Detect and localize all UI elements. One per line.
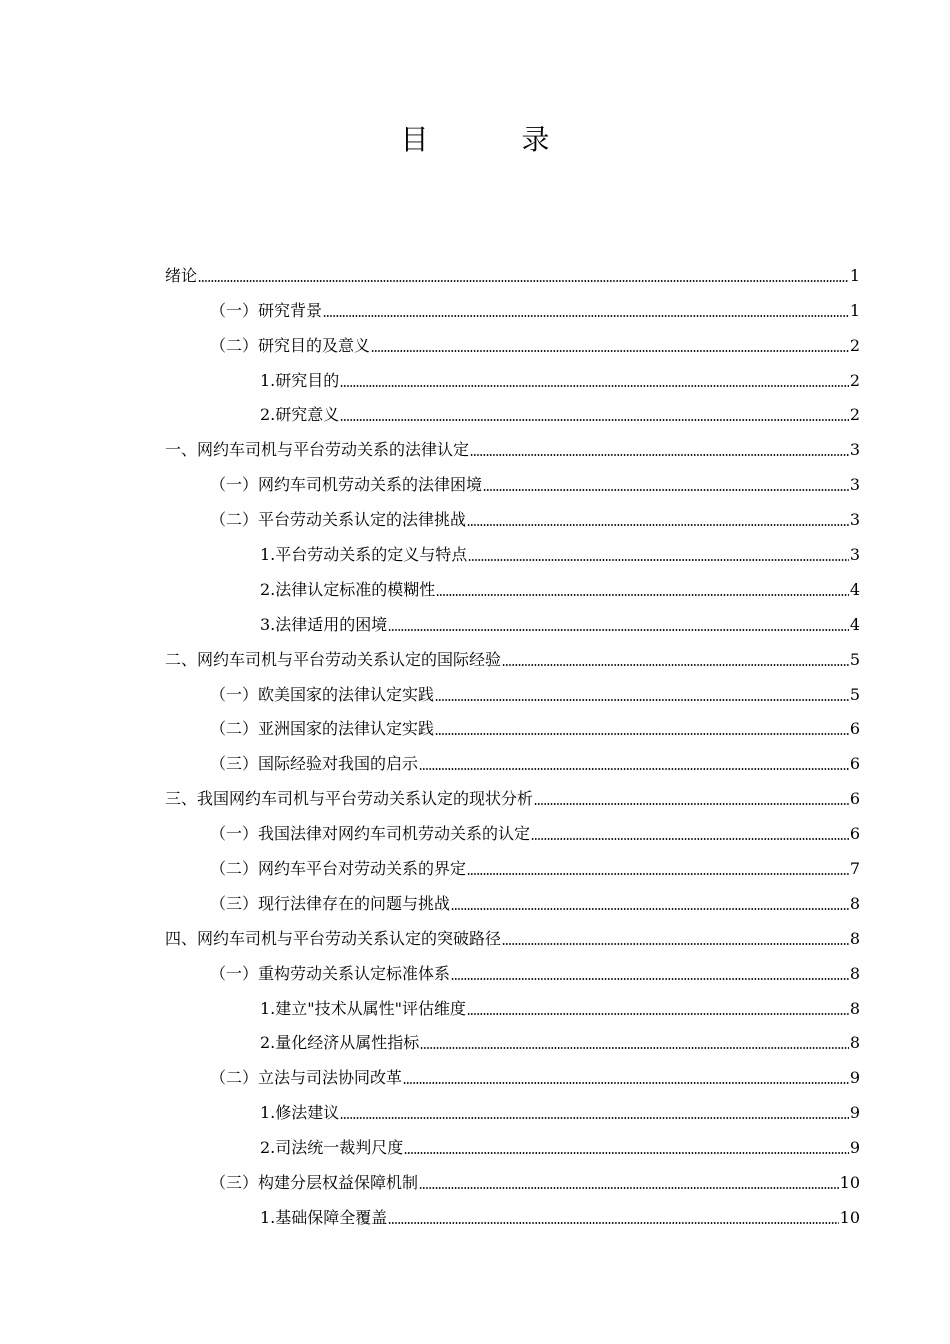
toc-entry-title: （一）重构劳动关系认定标准体系 — [210, 963, 451, 983]
toc-entry-title: （三）构建分层权益保障机制 — [210, 1173, 419, 1193]
dot-leader — [371, 350, 849, 352]
dot-leader — [468, 559, 849, 561]
toc-entry-title: （一）研究背景 — [210, 300, 323, 320]
toc-entry-page-number: 6 — [849, 789, 860, 809]
toc-entry-page-number: 2 — [849, 405, 860, 425]
toc-entry-title: 1.修法建议 — [260, 1103, 340, 1123]
toc-entry-title: 1.基础保障全覆盖 — [260, 1207, 388, 1227]
toc-entry-page-number: 7 — [849, 859, 860, 879]
toc-entry-level-2[interactable] — [165, 460, 860, 495]
toc-entry-level-3[interactable] — [165, 984, 860, 1019]
toc-entry-page-number: 8 — [849, 963, 860, 983]
toc-entry-level-2[interactable] — [165, 879, 860, 914]
toc-entry-title: （三）国际经验对我国的启示 — [210, 754, 419, 774]
toc-entry-page-number: 3 — [849, 475, 860, 495]
toc-entry-page-number: 2 — [849, 335, 860, 355]
toc-entry-page-number: 6 — [849, 824, 860, 844]
toc-entry-page-number: 6 — [849, 754, 860, 774]
dot-leader — [467, 524, 849, 526]
dot-leader — [388, 1222, 838, 1224]
dot-leader — [435, 699, 849, 701]
toc-entry-title: 四、网约车司机与平台劳动关系认定的突破路径 — [165, 928, 502, 948]
toc-entry-level-2[interactable] — [165, 844, 860, 879]
toc-entry-title: 2.法律认定标准的模糊性 — [260, 579, 436, 599]
toc-entry-level-1[interactable] — [165, 425, 860, 460]
toc-entry-title: 一、网约车司机与平台劳动关系的法律认定 — [165, 440, 470, 460]
toc-entry-level-2[interactable] — [165, 670, 860, 705]
toc-entry-page-number: 8 — [849, 1033, 860, 1053]
toc-entry-page-number: 3 — [849, 510, 860, 530]
toc-entry-page-number: 10 — [839, 1207, 860, 1227]
dot-leader — [467, 1013, 849, 1015]
toc-entry-title: 1.研究目的 — [260, 370, 340, 390]
dot-leader — [435, 733, 849, 735]
toc-entry-level-3[interactable] — [165, 1123, 860, 1158]
toc-entry-title: （二）立法与司法协同改革 — [210, 1068, 403, 1088]
dot-leader — [340, 1117, 849, 1119]
toc-entry-title: 2.司法统一裁判尺度 — [260, 1138, 404, 1158]
toc-entry-level-3[interactable] — [165, 356, 860, 391]
toc-entry-level-3[interactable] — [165, 391, 860, 426]
dot-leader — [436, 594, 849, 596]
toc-entry-level-2[interactable] — [165, 739, 860, 774]
toc-entry-title: （二）平台劳动关系认定的法律挑战 — [210, 510, 467, 530]
toc-entry-page-number: 4 — [849, 579, 860, 599]
toc-entry-title: 2.量化经济从属性指标 — [260, 1033, 420, 1053]
toc-entry-page-number: 8 — [849, 928, 860, 948]
toc-entry-level-2[interactable] — [165, 321, 860, 356]
toc-entry-level-3[interactable] — [165, 565, 860, 600]
toc-entry-page-number: 1 — [849, 265, 860, 285]
toc-entry-page-number: 4 — [849, 614, 860, 634]
toc-entry-level-2[interactable] — [165, 1053, 860, 1088]
toc-entry-title: （二）网约车平台对劳动关系的界定 — [210, 859, 467, 879]
page-title: 目 录 — [400, 123, 592, 156]
toc-entry-title: 1.平台劳动关系的定义与特点 — [260, 545, 468, 565]
dot-leader — [388, 629, 849, 631]
toc-entry-page-number: 3 — [849, 440, 860, 460]
toc-entry-page-number: 10 — [839, 1173, 860, 1193]
toc-entry-level-2[interactable] — [165, 949, 860, 984]
toc-entry-page-number: 9 — [849, 1138, 860, 1158]
toc-entry-page-number: 5 — [849, 684, 860, 704]
dot-leader — [323, 315, 849, 317]
dot-leader — [531, 838, 849, 840]
dot-leader — [198, 280, 849, 282]
toc-entry-level-1[interactable] — [165, 774, 860, 809]
toc-entry-title: 二、网约车司机与平台劳动关系认定的国际经验 — [165, 649, 502, 669]
toc-entry-level-1[interactable] — [165, 914, 860, 949]
toc-entry-page-number: 2 — [849, 370, 860, 390]
toc-entry-title: 2.研究意义 — [260, 405, 340, 425]
dot-leader — [467, 873, 849, 875]
toc-entry-title: （二）研究目的及意义 — [210, 335, 371, 355]
toc-entry-level-2[interactable] — [165, 705, 860, 740]
dot-leader — [404, 1152, 849, 1154]
toc-entry-level-3[interactable] — [165, 600, 860, 635]
toc-entry-title: （二）亚洲国家的法律认定实践 — [210, 719, 435, 739]
toc-entry-level-3[interactable] — [165, 530, 860, 565]
toc-entry-title: 绪论 — [165, 265, 198, 285]
dot-leader — [470, 454, 849, 456]
dot-leader — [403, 1082, 849, 1084]
dot-leader — [534, 803, 849, 805]
toc-entry-level-2[interactable] — [165, 1158, 860, 1193]
toc-entry-page-number: 9 — [849, 1103, 860, 1123]
dot-leader — [451, 978, 849, 980]
dot-leader — [420, 1047, 849, 1049]
toc-entry-level-2[interactable] — [165, 495, 860, 530]
dot-leader — [483, 489, 849, 491]
toc-entry-page-number: 5 — [849, 649, 860, 669]
toc-entry-title: 3.法律适用的困境 — [260, 614, 388, 634]
toc-entry-page-number: 6 — [849, 719, 860, 739]
toc-entry-level-2[interactable] — [165, 809, 860, 844]
toc-entry-level-3[interactable] — [165, 1088, 860, 1123]
toc-entry-level-1[interactable] — [165, 635, 860, 670]
toc-entry-level-3[interactable] — [165, 1019, 860, 1054]
toc-entry-page-number: 8 — [849, 998, 860, 1018]
toc-entry-page-number: 8 — [849, 893, 860, 913]
dot-leader — [451, 908, 849, 910]
toc-entry-title: （一）欧美国家的法律认定实践 — [210, 684, 435, 704]
toc-entry-title: 三、我国网约车司机与平台劳动关系认定的现状分析 — [165, 789, 534, 809]
toc-entry-page-number: 3 — [849, 545, 860, 565]
dot-leader — [340, 419, 849, 421]
toc-entry-level-2[interactable] — [165, 286, 860, 321]
toc-entry-page-number: 9 — [849, 1068, 860, 1088]
dot-leader — [502, 943, 849, 945]
dot-leader — [419, 768, 849, 770]
toc-entry-title: （一）我国法律对网约车司机劳动关系的认定 — [210, 824, 531, 844]
toc-entry-title: （一）网约车司机劳动关系的法律困境 — [210, 475, 483, 495]
table-of-contents — [165, 251, 860, 1228]
toc-entry-level-1[interactable] — [165, 251, 860, 286]
toc-entry-title: 1.建立"技术从属性"评估维度 — [260, 998, 466, 1018]
dot-leader — [419, 1187, 839, 1189]
toc-entry-title: （三）现行法律存在的问题与挑战 — [210, 893, 451, 913]
dot-leader — [502, 664, 849, 666]
dot-leader — [340, 385, 849, 387]
toc-entry-page-number: 1 — [849, 300, 860, 320]
toc-entry-level-3[interactable] — [165, 1193, 860, 1228]
